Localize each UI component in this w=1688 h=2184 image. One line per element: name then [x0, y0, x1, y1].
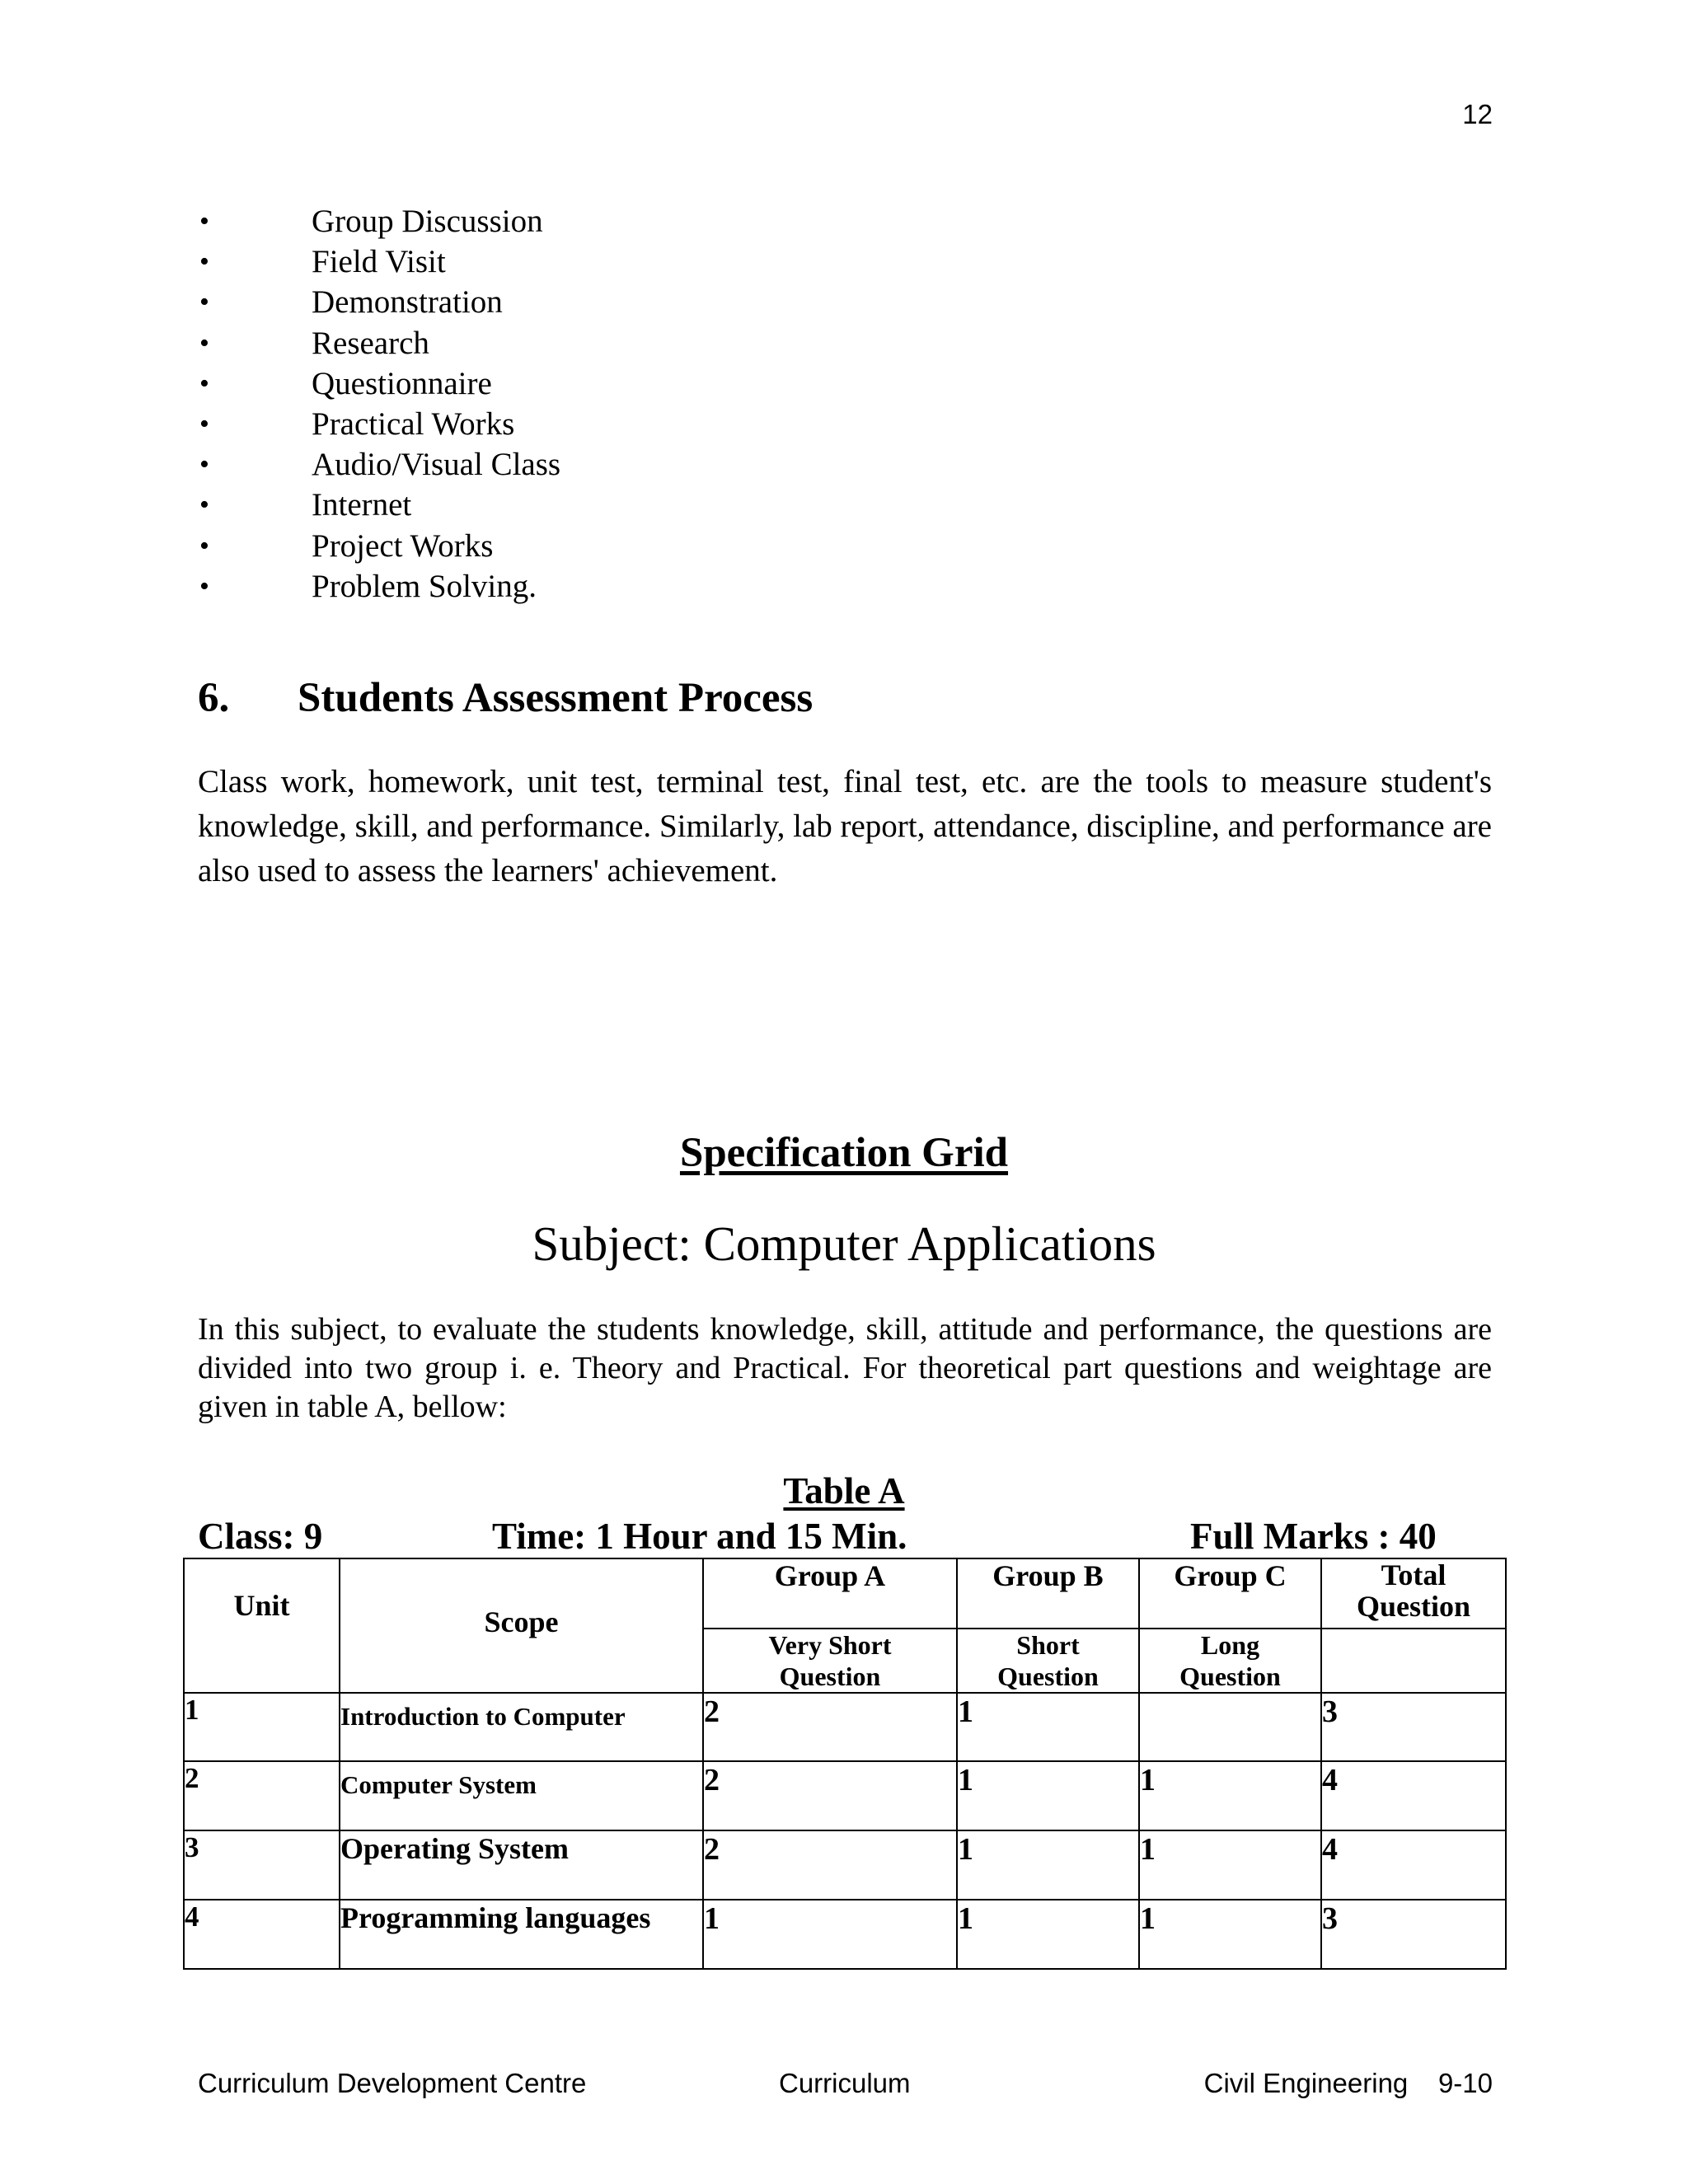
page-number: 12 — [1462, 99, 1493, 129]
list-item-label: Group Discussion — [312, 204, 543, 239]
list-item — [198, 444, 560, 485]
cell-group-a: 2 — [703, 1761, 957, 1830]
time-label: Time: 1 Hour and 15 Min. — [492, 1516, 907, 1557]
cell-unit: 1 — [184, 1693, 340, 1761]
list-item — [198, 485, 560, 525]
bullet-icon: • — [199, 570, 209, 602]
header-group-b-sub: Short Question — [957, 1629, 1139, 1693]
full-marks-label: Full Marks : 40 — [1190, 1516, 1437, 1557]
bullet-icon: • — [199, 327, 209, 359]
subject-heading: Subject: Computer Applications — [532, 1216, 1156, 1271]
table-title: Table A — [783, 1470, 905, 1511]
cell-unit: 3 — [184, 1830, 340, 1900]
list-item-label: Internet — [312, 487, 412, 523]
bullet-icon: • — [199, 490, 209, 521]
class-label: Class: 9 — [198, 1516, 323, 1557]
cell-total: 3 — [1321, 1693, 1506, 1761]
cell-group-b: 1 — [957, 1830, 1139, 1900]
cell-group-b: 1 — [957, 1900, 1139, 1969]
list-item — [198, 282, 560, 322]
list-item-label: Questionnaire — [312, 365, 492, 401]
cell-group-a: 2 — [703, 1693, 957, 1761]
list-item — [198, 404, 560, 444]
cell-group-a: 1 — [703, 1900, 957, 1969]
list-item-label: Audio/Visual Class — [312, 447, 561, 483]
cell-scope: Operating System — [340, 1830, 703, 1900]
bullet-icon: • — [199, 449, 209, 480]
table-row — [184, 1900, 1506, 1969]
cell-total: 3 — [1321, 1900, 1506, 1969]
section-title: Students Assessment Process — [298, 675, 814, 721]
intro-paragraph: In this subject, to evaluate the students knowledge, skill, attitude and performance, the questions are divided into two group i. e. Theory and Practical. For theoretical part questions and weightage are given in table A, bellow: — [198, 1312, 1492, 1424]
cell-group-c: 1 — [1139, 1830, 1321, 1900]
table-row — [184, 1761, 1506, 1830]
cell-unit: 2 — [184, 1761, 340, 1830]
cell-group-c: 1 — [1139, 1761, 1321, 1830]
cell-scope: Programming languages — [340, 1900, 703, 1969]
cell-group-a: 2 — [703, 1830, 957, 1900]
methods-list — [198, 201, 560, 607]
list-item — [198, 241, 560, 282]
cell-group-b: 1 — [957, 1693, 1139, 1761]
cell-group-c — [1139, 1693, 1321, 1761]
header-total: Total Question — [1321, 1558, 1506, 1629]
list-item-label: Practical Works — [312, 405, 515, 442]
table-row — [184, 1830, 1506, 1900]
list-item-label: Research — [312, 325, 429, 361]
cell-unit: 4 — [184, 1900, 340, 1969]
header-total-sub — [1321, 1629, 1506, 1693]
cell-scope: Computer System — [340, 1761, 703, 1830]
section-number: 6. — [198, 675, 230, 721]
header-group-b: Group B — [957, 1558, 1139, 1629]
list-item-label: Project Works — [312, 527, 494, 564]
footer-left: Curriculum Development Centre — [198, 2068, 587, 2098]
cell-scope: Introduction to Computer — [340, 1693, 703, 1761]
footer-center: Curriculum — [779, 2068, 911, 2098]
cell-total: 4 — [1321, 1830, 1506, 1900]
table-row — [184, 1693, 1506, 1761]
specification-table — [183, 1558, 1507, 1970]
cell-group-c: 1 — [1139, 1900, 1321, 1969]
list-item — [198, 323, 560, 363]
header-unit: Unit — [184, 1558, 340, 1693]
header-group-a: Group A — [703, 1558, 957, 1629]
list-item — [198, 201, 560, 241]
bullet-icon: • — [199, 246, 209, 278]
list-item-label: Field Visit — [312, 244, 446, 280]
header-group-c-sub: Long Question — [1139, 1629, 1321, 1693]
list-item — [198, 526, 560, 566]
cell-group-b: 1 — [957, 1761, 1139, 1830]
list-item-label: Demonstration — [312, 284, 503, 321]
list-item-label: Problem Solving. — [312, 568, 537, 604]
cell-total: 4 — [1321, 1761, 1506, 1830]
footer-right: Civil Engineering 9-10 — [1203, 2068, 1493, 2098]
list-item — [198, 566, 560, 607]
section-heading — [198, 674, 813, 722]
specification-grid-title: Specification Grid — [679, 1130, 1009, 1176]
header-group-a-sub: Very Short Question — [703, 1629, 957, 1693]
header-scope: Scope — [340, 1558, 703, 1693]
bullet-icon: • — [199, 287, 209, 318]
header-group-c: Group C — [1139, 1558, 1321, 1629]
assessment-paragraph: Class work, homework, unit test, terminal test, final test, etc. are the tools to measure student's knowledge, skill, and performance. Similarly, lab report, attendance, discipline, and performance are also used to assess the learners' achievement. — [198, 764, 1492, 888]
bullet-icon: • — [199, 408, 209, 439]
list-item — [198, 363, 560, 404]
bullet-icon: • — [199, 206, 209, 237]
bullet-icon: • — [199, 368, 209, 399]
bullet-icon: • — [199, 530, 209, 561]
